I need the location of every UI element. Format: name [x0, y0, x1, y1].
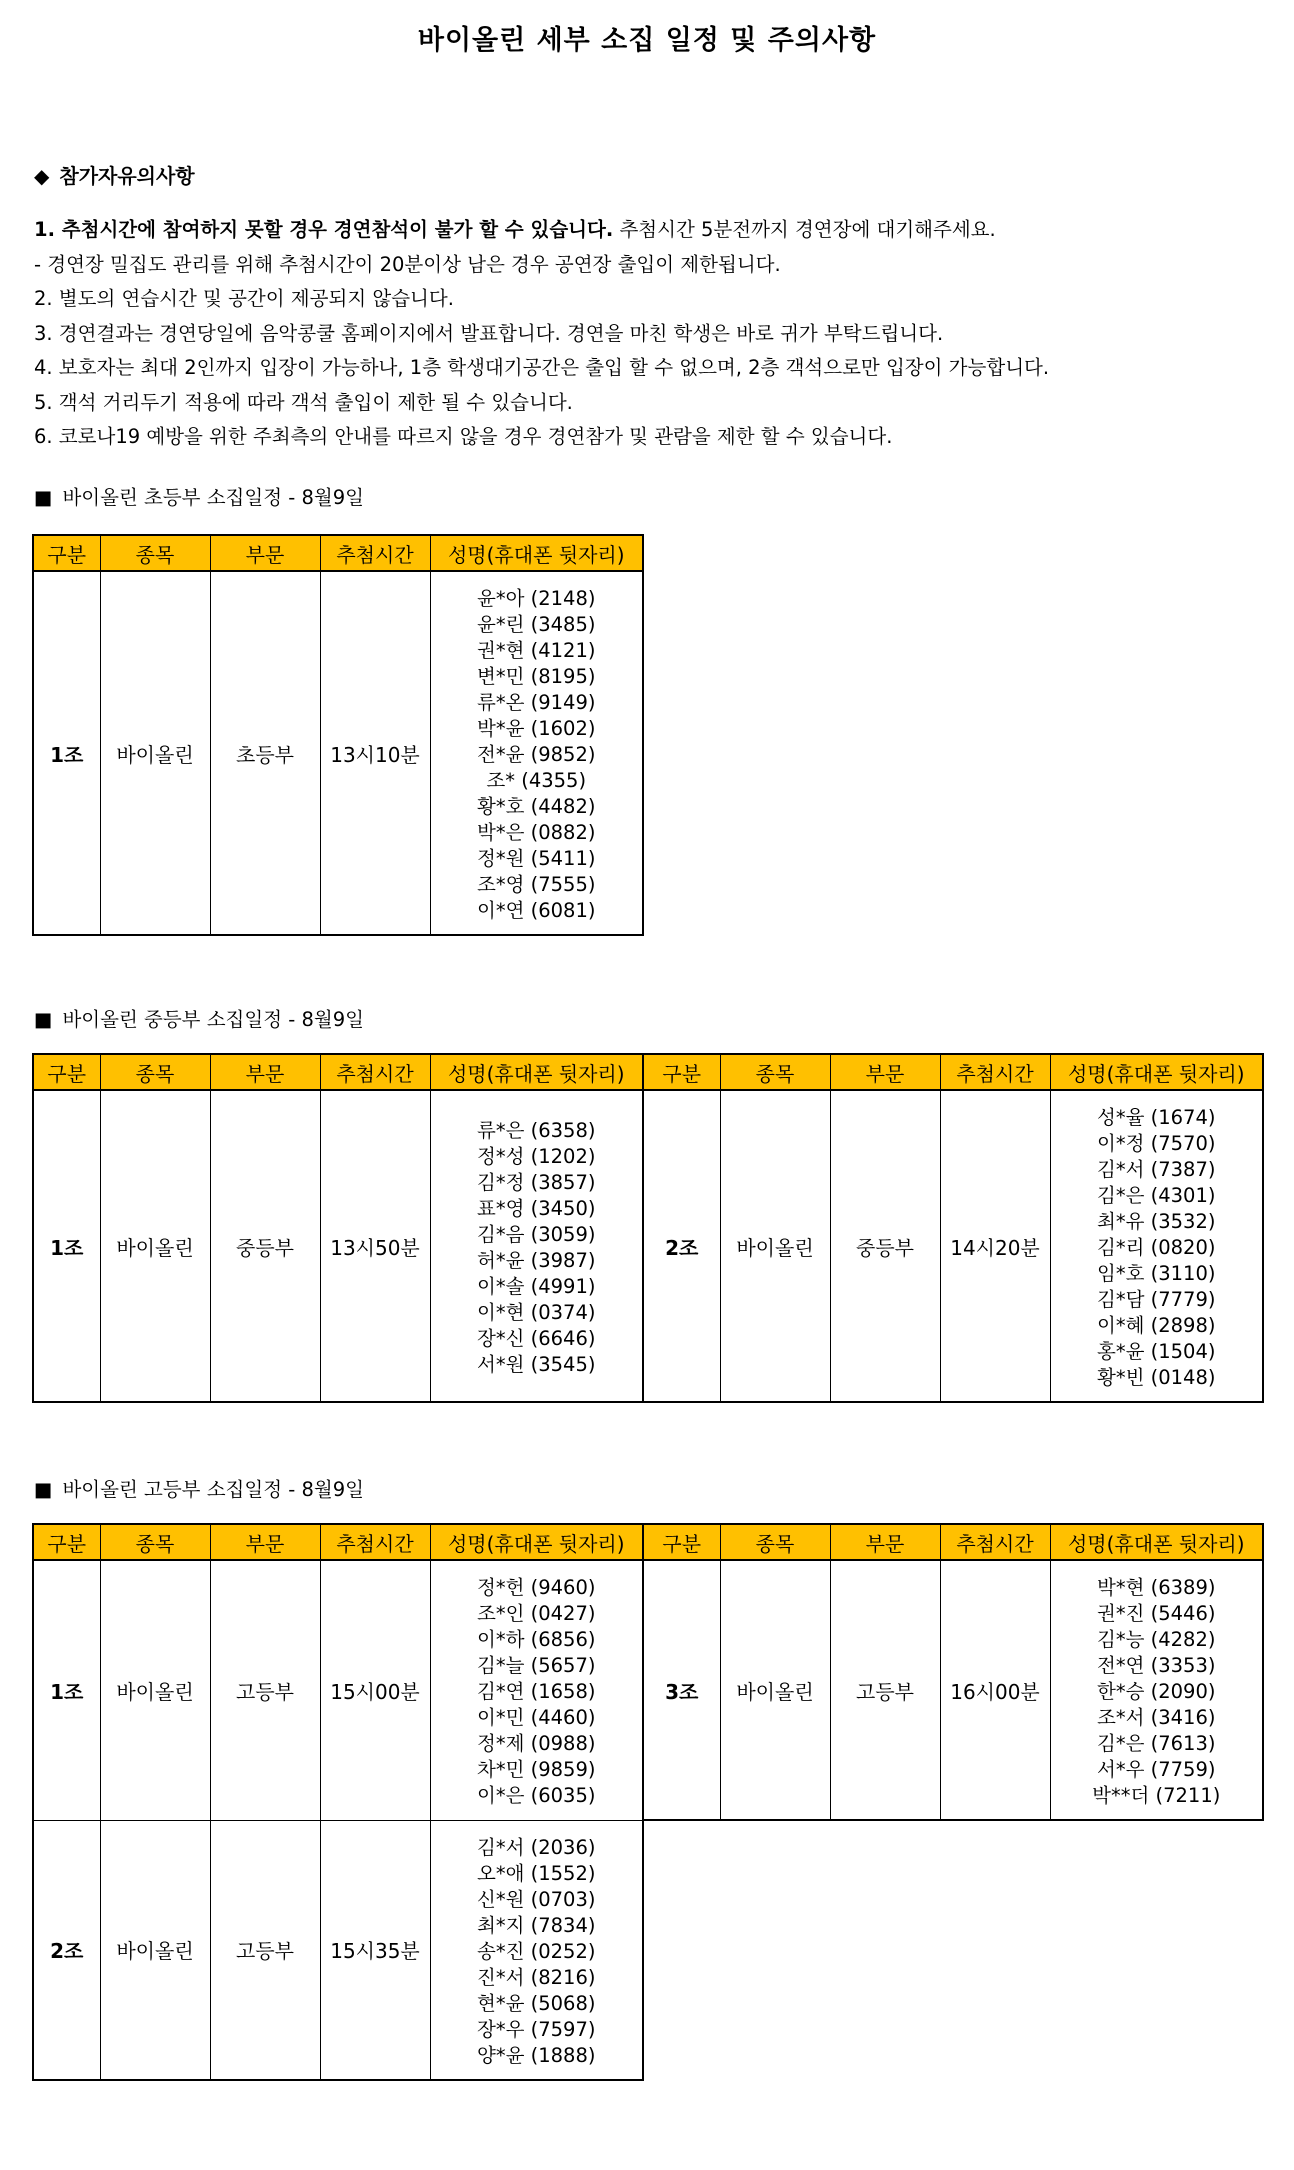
- middle-section-title: [34, 1004, 364, 1032]
- participant-name: 정*성 (1202): [477, 1145, 596, 1168]
- participant-name: 장*우 (7597): [477, 2017, 596, 2041]
- participant-name: 김*정 (3857): [477, 1171, 596, 1194]
- table-header-row: [33, 1054, 1263, 1090]
- time-cell: 13시10분: [320, 571, 430, 935]
- division-cell: 고등부: [830, 1560, 940, 1820]
- square-bullet-icon: ■: [34, 1478, 53, 1501]
- participant-name: 성*율 (1674): [1097, 1106, 1216, 1129]
- participant-name: 김*연 (1658): [477, 1680, 596, 1704]
- participant-name: 차*민 (9859): [477, 1758, 596, 1782]
- participant-name: 홍*윤 (1504): [1097, 1340, 1216, 1363]
- time-cell: 15시00분: [320, 1560, 430, 1820]
- participant-name: 임*호 (3110): [1097, 1262, 1216, 1285]
- category-cell: 바이올린: [100, 1820, 210, 2080]
- empty-cell: [643, 1820, 1263, 2080]
- header-division: 부문: [210, 1524, 320, 1560]
- notice-item-1-rest: 추첨시간 5분전까지 경연장에 대기해주세요.: [613, 218, 996, 241]
- participant-name: 김*담 (7779): [1097, 1288, 1216, 1311]
- time-cell: 14시20분: [940, 1090, 1050, 1402]
- names-cell: [430, 1090, 643, 1402]
- header-names: 성명(휴대폰 뒷자리): [430, 535, 643, 571]
- participant-name: 박*윤 (1602): [477, 717, 596, 740]
- participant-name: 김*리 (0820): [1097, 1236, 1216, 1259]
- header-category: 종목: [100, 1524, 210, 1560]
- header-draw-time: 추첨시간: [320, 535, 430, 571]
- names-cell: [430, 571, 643, 935]
- participant-name: 김*늘 (5657): [477, 1654, 596, 1678]
- participant-name: 류*온 (9149): [477, 691, 596, 714]
- notice-item-1-bold: 1. 추첨시간에 참여하지 못할 경우 경연참석이 불가 할 수 있습니다.: [34, 218, 614, 241]
- notice-item-4: 4. 보호자는 최대 2인까지 입장이 가능하나, 1층 학생대기공간은 출입 할 수 없으며, 2층 객석으로만 입장이 가능합니다.: [34, 356, 1050, 379]
- middle-schedule-table: [32, 1053, 1264, 1403]
- notice-item-2: 2. 별도의 연습시간 및 공간이 제공되지 않습니다.: [34, 287, 454, 310]
- time-cell: 13시50분: [320, 1090, 430, 1402]
- participant-name: 이*정 (7570): [1097, 1132, 1216, 1155]
- notice-heading: [34, 160, 1264, 189]
- table-row: [33, 1090, 1263, 1402]
- participant-name: 최*유 (3532): [1097, 1210, 1216, 1233]
- participant-name: 조*인 (0427): [477, 1602, 596, 1626]
- category-cell: 바이올린: [720, 1560, 830, 1820]
- participant-name: 권*진 (5446): [1097, 1602, 1216, 1625]
- header-division: 부문: [830, 1524, 940, 1560]
- square-bullet-icon: ■: [34, 486, 53, 509]
- time-cell: 15시35분: [320, 1820, 430, 2080]
- page-title: 바이올린 세부 소집 일정 및 주의사항: [417, 25, 877, 56]
- participant-name: 황*빈 (0148): [1097, 1366, 1216, 1389]
- participant-name: 현*윤 (5068): [477, 1991, 596, 2015]
- notice-item-1: [34, 213, 1264, 248]
- header-names: 성명(휴대폰 뒷자리): [1050, 1054, 1263, 1090]
- diamond-bullet-icon: ◆: [34, 164, 50, 188]
- high-schedule-table: [32, 1523, 1264, 2081]
- header-group: 구분: [33, 1054, 100, 1090]
- participant-name: 오*애 (1552): [477, 1861, 596, 1885]
- square-bullet-icon: ■: [34, 1008, 53, 1031]
- participant-name: 정*제 (0988): [477, 1732, 596, 1756]
- participant-name: 최*지 (7834): [477, 1913, 596, 1937]
- header-category: 종목: [100, 1054, 210, 1090]
- participant-name: 장*신 (6646): [477, 1327, 596, 1350]
- category-cell: 바이올린: [100, 571, 210, 935]
- header-category: 종목: [720, 1524, 830, 1560]
- participant-name: 조* (4355): [486, 769, 587, 792]
- table-row: [33, 1820, 1263, 2080]
- group-cell: 1조: [33, 1560, 100, 1820]
- header-category: 종목: [720, 1054, 830, 1090]
- participant-name: 정*헌 (9460): [477, 1576, 596, 1600]
- participant-name: 박*은 (0882): [477, 821, 596, 844]
- header-names: 성명(휴대폰 뒷자리): [1050, 1524, 1263, 1560]
- table-row: [33, 571, 643, 935]
- participant-name: 김*은 (7613): [1097, 1732, 1216, 1755]
- participant-name: 이*현 (0374): [477, 1301, 596, 1324]
- header-category: 종목: [100, 535, 210, 571]
- elementary-section-title: [34, 482, 364, 510]
- table-row: [33, 1560, 1263, 1820]
- header-group: 구분: [643, 1054, 720, 1090]
- high-section-title: [34, 1474, 364, 1502]
- participant-name: 변*민 (8195): [477, 665, 596, 688]
- middle-title-text: 바이올린 중등부 소집일정 - 8월9일: [62, 1008, 364, 1031]
- participant-name: 서*우 (7759): [1097, 1758, 1216, 1781]
- participant-name: 이*솔 (4991): [477, 1275, 596, 1298]
- participant-name: 송*진 (0252): [477, 1939, 596, 1963]
- participant-name: 전*윤 (9852): [477, 743, 596, 766]
- table-header-row: [33, 1524, 1263, 1560]
- group-cell: 1조: [33, 1090, 100, 1402]
- participant-name: 김*능 (4282): [1097, 1628, 1216, 1651]
- participant-name: 표*영 (3450): [477, 1197, 596, 1220]
- division-cell: 중등부: [210, 1090, 320, 1402]
- header-draw-time: 추첨시간: [940, 1524, 1050, 1560]
- group-cell: 1조: [33, 571, 100, 935]
- notice-heading-text: 참가자유의사항: [59, 164, 195, 188]
- participant-name: 양*윤 (1888): [477, 2043, 596, 2067]
- participant-name: 김*음 (3059): [477, 1223, 596, 1246]
- header-division: 부문: [210, 1054, 320, 1090]
- category-cell: 바이올린: [100, 1090, 210, 1402]
- division-cell: 중등부: [830, 1090, 940, 1402]
- participant-name: 김*서 (7387): [1097, 1158, 1216, 1181]
- participant-name: 조*서 (3416): [1097, 1706, 1216, 1729]
- participant-name: 정*원 (5411): [477, 847, 596, 870]
- names-cell: [1050, 1090, 1263, 1402]
- participant-name: 류*은 (6358): [477, 1119, 596, 1142]
- participant-name: 서*원 (3545): [477, 1353, 596, 1376]
- header-division: 부문: [210, 535, 320, 571]
- notice-item-3: 3. 경연결과는 경연당일에 음악콩쿨 홈페이지에서 발표합니다. 경연을 마친 학생은 바로 귀가 부탁드립니다.: [34, 321, 944, 345]
- group-cell: 2조: [33, 1820, 100, 2080]
- division-cell: 초등부: [210, 571, 320, 935]
- participant-name: 한*승 (2090): [1097, 1680, 1216, 1703]
- participant-name: 김*은 (4301): [1097, 1184, 1216, 1207]
- participant-name: 박**더 (7211): [1092, 1784, 1221, 1807]
- names-cell: [430, 1820, 643, 2080]
- participant-name: 진*서 (8216): [477, 1965, 596, 1989]
- header-draw-time: 추첨시간: [940, 1054, 1050, 1090]
- group-cell: 2조: [643, 1090, 720, 1402]
- elementary-title-text: 바이올린 초등부 소집일정 - 8월9일: [62, 486, 364, 509]
- header-group: 구분: [643, 1524, 720, 1560]
- table-header-row: [33, 535, 643, 571]
- participant-name: 허*윤 (3987): [477, 1249, 596, 1272]
- names-cell: [1050, 1560, 1263, 1820]
- header-draw-time: 추첨시간: [320, 1054, 430, 1090]
- header-names: 성명(휴대폰 뒷자리): [430, 1054, 643, 1090]
- elementary-schedule-table: [32, 534, 644, 936]
- participant-name: 이*하 (6856): [477, 1628, 596, 1652]
- notice-section: [34, 160, 1264, 455]
- division-cell: 고등부: [210, 1560, 320, 1820]
- header-group: 구분: [33, 535, 100, 571]
- notice-item-6: 6. 코로나19 예방을 위한 주최측의 안내를 따르지 않을 경우 경연참가 및 관람을 제한 할 수 있습니다.: [34, 425, 893, 448]
- participant-name: 박*현 (6389): [1097, 1576, 1216, 1599]
- time-cell: 16시00분: [940, 1560, 1050, 1820]
- participant-name: 이*은 (6035): [477, 1784, 596, 1808]
- names-cell: [430, 1560, 643, 1820]
- category-cell: 바이올린: [720, 1090, 830, 1402]
- division-cell: 고등부: [210, 1820, 320, 2080]
- header-division: 부문: [830, 1054, 940, 1090]
- participant-name: 김*서 (2036): [477, 1835, 596, 1859]
- group-cell: 3조: [643, 1560, 720, 1820]
- header-draw-time: 추첨시간: [320, 1524, 430, 1560]
- header-group: 구분: [33, 1524, 100, 1560]
- participant-name: 윤*아 (2148): [477, 587, 596, 610]
- participant-name: 이*혜 (2898): [1097, 1314, 1216, 1337]
- notice-item-1-sub: - 경연장 밀집도 관리를 위해 추첨시간이 20분이상 남은 경우 공연장 출입이 제한됩니다.: [34, 252, 781, 276]
- header-names: 성명(휴대폰 뒷자리): [430, 1524, 643, 1560]
- participant-name: 권*현 (4121): [477, 639, 596, 662]
- participant-name: 전*연 (3353): [1097, 1654, 1216, 1677]
- participant-name: 신*원 (0703): [477, 1887, 596, 1911]
- participant-name: 이*민 (4460): [477, 1706, 596, 1730]
- participant-name: 윤*린 (3485): [477, 613, 596, 636]
- high-title-text: 바이올린 고등부 소집일정 - 8월9일: [62, 1478, 364, 1501]
- participant-name: 이*연 (6081): [477, 899, 596, 922]
- participant-name: 조*영 (7555): [477, 873, 596, 896]
- category-cell: 바이올린: [100, 1560, 210, 1820]
- participant-name: 황*호 (4482): [477, 795, 596, 818]
- notice-item-5: 5. 객석 거리두기 적용에 따라 객석 출입이 제한 될 수 있습니다.: [34, 390, 573, 414]
